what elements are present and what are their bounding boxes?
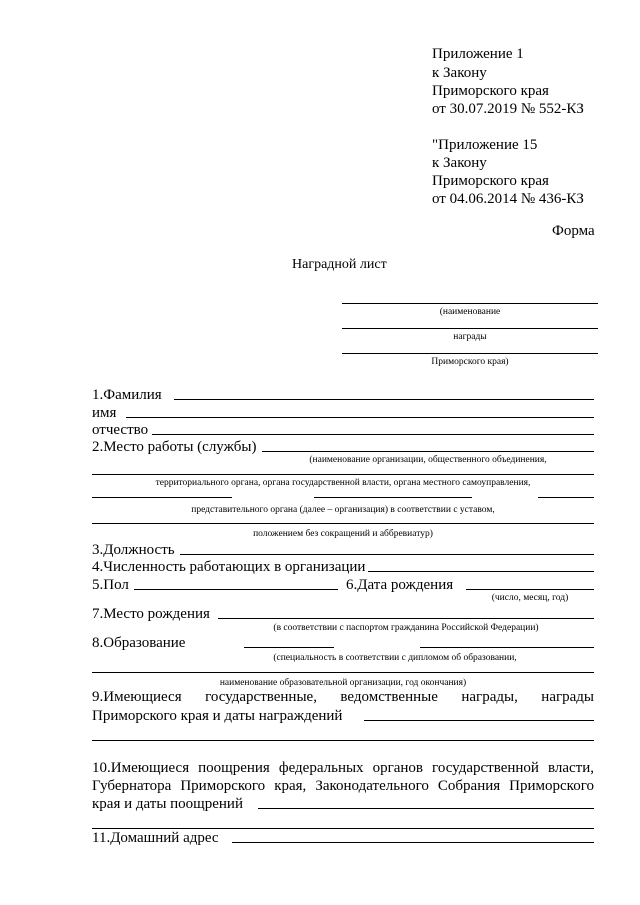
workplace-line-3b[interactable] <box>314 497 472 498</box>
workplace-line-4[interactable] <box>92 523 594 524</box>
education-label: 8.Образование <box>92 635 186 651</box>
award-hint-3: Приморского края) <box>431 357 509 367</box>
award-name-line-1[interactable] <box>342 303 598 304</box>
header-appendix-1: Приложение 1 <box>432 46 524 62</box>
encouragements-label-line-2: Губернатора Приморского края, Законодательного Собрания Приморского <box>92 778 594 794</box>
workplace-hint-4: положением без сокращений и аббревиатур) <box>253 529 433 539</box>
encouragements-label-line-1: 10.Имеющиеся поощрения федеральных органов государственной власти, <box>92 760 594 776</box>
name-line[interactable] <box>126 417 594 418</box>
award-name-line-3[interactable] <box>342 353 598 354</box>
awards-line-2[interactable] <box>92 740 594 741</box>
patronymic-label: отчество <box>92 422 149 438</box>
header-law-ref-2: к Закону <box>432 155 487 171</box>
header-region-1: Приморского края <box>432 83 549 99</box>
workplace-hint-1: (наименование организации, общественного объединения, <box>309 455 547 465</box>
workplace-line-3c[interactable] <box>538 497 594 498</box>
workplace-hint-3: представительного органа (далее – организация) в соответствии с уставом, <box>191 505 495 515</box>
header-region-2: Приморского края <box>432 173 549 189</box>
workplace-line-3a[interactable] <box>92 497 232 498</box>
workplace-label: 2.Место работы (службы) <box>92 439 257 455</box>
patronymic-line[interactable] <box>152 434 594 435</box>
awards-label-line-2: Приморского края и даты награждений <box>92 708 343 724</box>
employee-count-label: 4.Численность работающих в организации <box>92 559 366 575</box>
birth-date-label: 6.Дата рождения <box>346 577 454 593</box>
workplace-line-1[interactable] <box>262 451 594 452</box>
position-label: 3.Должность <box>92 542 175 558</box>
awards-label-line-1: 9.Имеющиеся государственные, ведомственные награды, награды <box>92 689 594 705</box>
education-hint-1: (специальность в соответствии с дипломом об образовании, <box>273 653 517 663</box>
awards-line-1[interactable] <box>364 720 594 721</box>
header-appendix-15: "Приложение 15 <box>432 137 538 153</box>
home-address-line[interactable] <box>232 842 594 843</box>
header-date-2: от 04.06.2014 № 436-КЗ <box>432 191 584 207</box>
header-law-ref-1: к Закону <box>432 65 487 81</box>
workplace-line-2[interactable] <box>92 474 594 475</box>
surname-label: 1.Фамилия <box>92 387 162 403</box>
name-label: имя <box>92 405 117 421</box>
position-line[interactable] <box>180 554 594 555</box>
education-line-1a[interactable] <box>244 647 334 648</box>
employee-count-line[interactable] <box>368 571 594 572</box>
surname-line[interactable] <box>174 399 594 400</box>
award-name-line-2[interactable] <box>342 328 598 329</box>
home-address-label: 11.Домашний адрес <box>92 830 219 846</box>
encouragements-label-line-3: края и даты поощрений <box>92 796 243 812</box>
birth-place-label: 7.Место рождения <box>92 606 210 622</box>
education-line-2[interactable] <box>92 672 594 673</box>
birth-date-hint: (число, месяц, год) <box>491 593 569 603</box>
award-hint-2: награды <box>453 332 487 342</box>
education-line-1b[interactable] <box>420 647 594 648</box>
education-hint-2: наименование образовательной организации, год окончания) <box>219 678 467 688</box>
document-title: Наградной лист <box>292 257 387 272</box>
sex-label: 5.Пол <box>92 577 129 593</box>
sex-line[interactable] <box>134 589 338 590</box>
birth-date-line[interactable] <box>466 589 594 590</box>
award-hint-1: (наименование <box>439 307 501 317</box>
form-label: Форма <box>552 223 595 239</box>
workplace-hint-2: территориального органа, органа государственной власти, органа местного самоуправления, <box>155 478 531 488</box>
encouragements-line-1[interactable] <box>258 808 594 809</box>
birth-place-line[interactable] <box>218 618 594 619</box>
header-date-1: от 30.07.2019 № 552-КЗ <box>432 101 584 117</box>
birth-place-hint: (в соответствии с паспортом гражданина Российской Федерации) <box>273 623 539 633</box>
